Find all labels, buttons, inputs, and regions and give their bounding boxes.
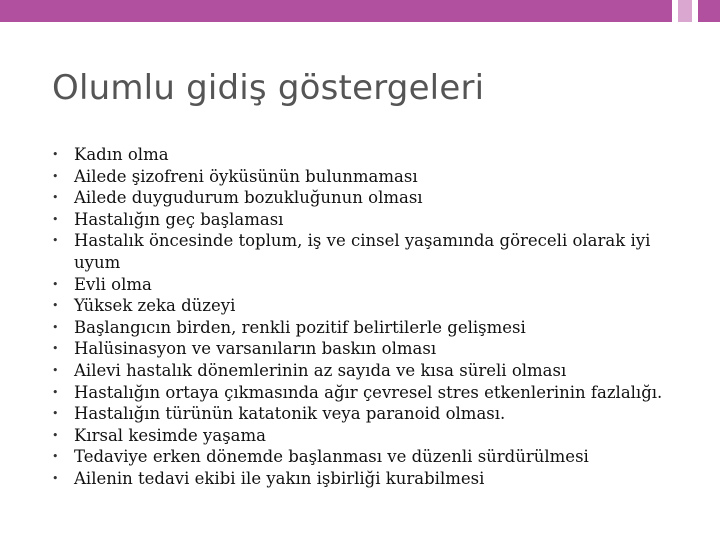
bullet-item [50,382,700,404]
bullet-text: Ailede duygudurum bozukluğunun olması [74,188,423,208]
header-bar [0,0,720,22]
slide-title: Olumlu gidiş göstergeleri [52,68,485,108]
bullet-item [50,317,700,339]
bullet-dot-icon: • [52,471,59,485]
bullet-item [50,446,700,468]
bullet-dot-icon: • [52,234,59,248]
bullet-dot-icon: • [52,407,59,421]
bullet-dot-icon: • [52,428,59,442]
bullet-dot-icon: • [52,363,59,377]
bullet-item [50,144,700,166]
bullet-text: Hastalığın geç başlaması [74,209,284,229]
bullet-text: Ailevi hastalık dönemlerinin az sayıda ve kısa süreli olması [74,360,567,380]
bullet-text: Tedaviye erken dönemde başlanması ve düzenli sürdürülmesi [74,447,589,467]
bullet-dot-icon: • [52,148,59,161]
bullet-text: Başlangıcın birden, renkli pozitif belirtilerle gelişmesi [74,317,526,337]
bullet-dot-icon: • [52,169,59,183]
bullet-item [50,166,700,188]
bullet-text: Yüksek zeka düzeyi [74,296,236,316]
bullet-text: Hastalığın türünün katatonik veya paranoid olması. [74,404,506,424]
bullet-dot-icon: • [52,320,59,334]
bullet-text: Kırsal kesimde yaşama [74,425,266,445]
bullet-dot-icon: • [52,277,59,291]
bullet-item [50,360,700,382]
bullet-item [50,230,700,273]
header-bar-gap [692,0,698,22]
bullet-text: Kadın olma [74,145,169,164]
bullet-item [50,295,700,317]
bullet-item [50,425,700,447]
bullet-text: Ailede şizofreni öyküsünün bulunmaması [74,166,418,186]
bullet-item [50,338,700,360]
bullet-text: Hastalığın ortaya çıkmasında ağır çevresel stres etkenlerinin fazlalığı. [74,382,663,402]
bullet-text: Halüsinasyon ve varsanıların baskın olması [74,339,437,359]
bullet-item [50,209,700,231]
bullet-item [50,468,700,490]
bullet-text: Hastalık öncesinde toplum, iş ve cinsel yaşamında göreceli olarak iyi uyum [74,231,651,272]
bullet-item [50,187,700,209]
bullet-dot-icon: • [52,342,59,356]
bullet-text: Evli olma [74,274,152,294]
bullet-dot-icon: • [52,299,59,313]
bullet-item [50,403,700,425]
bullet-item [50,274,700,296]
header-bar-accent [678,0,692,22]
bullet-dot-icon: • [52,450,59,464]
bullet-text: Ailenin tedavi ekibi ile yakın işbirliği kurabilmesi [74,468,485,488]
bullet-dot-icon: • [52,212,59,226]
bullet-dot-icon: • [52,191,59,205]
bullet-list [50,144,700,490]
bullet-dot-icon: • [52,385,59,399]
